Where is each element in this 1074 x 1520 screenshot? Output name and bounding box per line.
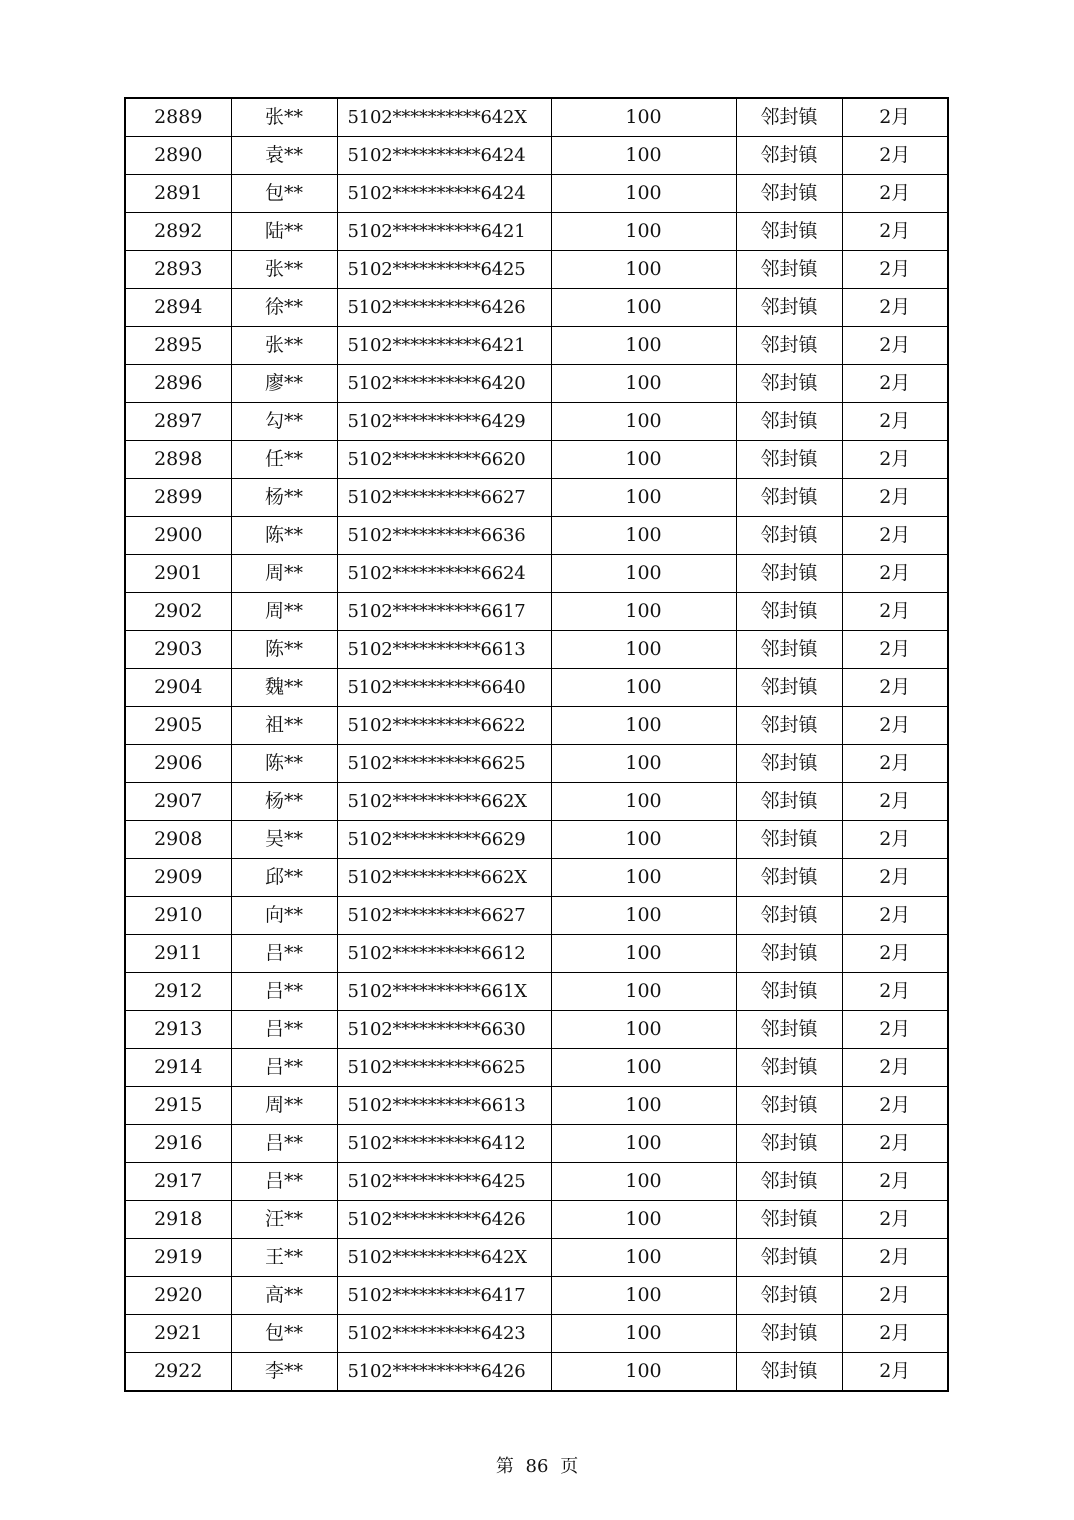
month-cell: 2月 (842, 669, 948, 707)
name-cell: 徐** (231, 289, 337, 327)
name-cell: 陈** (231, 631, 337, 669)
amount-cell: 100 (551, 859, 736, 897)
town-cell: 邻封镇 (736, 1315, 842, 1353)
month-cell: 2月 (842, 517, 948, 555)
town-cell: 邻封镇 (736, 365, 842, 403)
amount-cell: 100 (551, 555, 736, 593)
id-number-cell: 5102**********6426 (337, 1353, 551, 1392)
serial-number-cell: 2909 (125, 859, 231, 897)
name-cell: 周** (231, 555, 337, 593)
serial-number-cell: 2904 (125, 669, 231, 707)
name-cell: 包** (231, 175, 337, 213)
amount-cell: 100 (551, 593, 736, 631)
amount-cell: 100 (551, 327, 736, 365)
serial-number-cell: 2908 (125, 821, 231, 859)
month-cell: 2月 (842, 973, 948, 1011)
amount-cell: 100 (551, 403, 736, 441)
month-cell: 2月 (842, 897, 948, 935)
town-cell: 邻封镇 (736, 479, 842, 517)
month-cell: 2月 (842, 1353, 948, 1392)
month-cell: 2月 (842, 289, 948, 327)
page-footer (0, 1456, 1074, 1478)
serial-number-cell: 2914 (125, 1049, 231, 1087)
table-row (125, 98, 948, 137)
table-row (125, 1087, 948, 1125)
id-number-cell: 5102**********6420 (337, 365, 551, 403)
month-cell: 2月 (842, 403, 948, 441)
month-cell: 2月 (842, 555, 948, 593)
serial-number-cell: 2921 (125, 1315, 231, 1353)
town-cell: 邻封镇 (736, 1163, 842, 1201)
serial-number-cell: 2903 (125, 631, 231, 669)
id-number-cell: 5102**********6426 (337, 1201, 551, 1239)
serial-number-cell: 2889 (125, 98, 231, 137)
id-number-cell: 5102**********6425 (337, 251, 551, 289)
town-cell: 邻封镇 (736, 897, 842, 935)
table-row (125, 175, 948, 213)
table-row (125, 441, 948, 479)
id-number-cell: 5102**********6421 (337, 213, 551, 251)
month-cell: 2月 (842, 1201, 948, 1239)
serial-number-cell: 2890 (125, 137, 231, 175)
name-cell: 张** (231, 327, 337, 365)
amount-cell: 100 (551, 441, 736, 479)
name-cell: 吕** (231, 1163, 337, 1201)
id-number-cell: 5102**********6636 (337, 517, 551, 555)
amount-cell: 100 (551, 1087, 736, 1125)
town-cell: 邻封镇 (736, 1277, 842, 1315)
amount-cell: 100 (551, 631, 736, 669)
town-cell: 邻封镇 (736, 593, 842, 631)
name-cell: 廖** (231, 365, 337, 403)
table-row (125, 1125, 948, 1163)
id-number-cell: 5102**********662X (337, 783, 551, 821)
id-number-cell: 5102**********642X (337, 98, 551, 137)
name-cell: 吕** (231, 1125, 337, 1163)
table-row (125, 669, 948, 707)
month-cell: 2月 (842, 479, 948, 517)
amount-cell: 100 (551, 1201, 736, 1239)
month-cell: 2月 (842, 631, 948, 669)
id-number-cell: 5102**********642X (337, 1239, 551, 1277)
table-row (125, 1315, 948, 1353)
name-cell: 张** (231, 98, 337, 137)
table-row (125, 593, 948, 631)
serial-number-cell: 2899 (125, 479, 231, 517)
month-cell: 2月 (842, 1087, 948, 1125)
amount-cell: 100 (551, 1163, 736, 1201)
town-cell: 邻封镇 (736, 137, 842, 175)
name-cell: 邱** (231, 859, 337, 897)
serial-number-cell: 2895 (125, 327, 231, 365)
amount-cell: 100 (551, 1011, 736, 1049)
name-cell: 向** (231, 897, 337, 935)
town-cell: 邻封镇 (736, 555, 842, 593)
table-row (125, 1049, 948, 1087)
month-cell: 2月 (842, 1125, 948, 1163)
table-row (125, 707, 948, 745)
amount-cell: 100 (551, 935, 736, 973)
amount-cell: 100 (551, 213, 736, 251)
amount-cell: 100 (551, 1277, 736, 1315)
month-cell: 2月 (842, 441, 948, 479)
table-row (125, 213, 948, 251)
month-cell: 2月 (842, 251, 948, 289)
id-number-cell: 5102**********6622 (337, 707, 551, 745)
month-cell: 2月 (842, 745, 948, 783)
serial-number-cell: 2896 (125, 365, 231, 403)
serial-number-cell: 2910 (125, 897, 231, 935)
month-cell: 2月 (842, 783, 948, 821)
month-cell: 2月 (842, 593, 948, 631)
id-number-cell: 5102**********6613 (337, 631, 551, 669)
serial-number-cell: 2917 (125, 1163, 231, 1201)
amount-cell: 100 (551, 137, 736, 175)
table-row (125, 403, 948, 441)
amount-cell: 100 (551, 707, 736, 745)
table-row (125, 327, 948, 365)
serial-number-cell: 2902 (125, 593, 231, 631)
name-cell: 张** (231, 251, 337, 289)
town-cell: 邻封镇 (736, 327, 842, 365)
id-number-cell: 5102**********661X (337, 973, 551, 1011)
month-cell: 2月 (842, 98, 948, 137)
name-cell: 周** (231, 593, 337, 631)
town-cell: 邻封镇 (736, 98, 842, 137)
amount-cell: 100 (551, 1239, 736, 1277)
serial-number-cell: 2901 (125, 555, 231, 593)
month-cell: 2月 (842, 213, 948, 251)
table-row (125, 365, 948, 403)
amount-cell: 100 (551, 783, 736, 821)
amount-cell: 100 (551, 897, 736, 935)
town-cell: 邻封镇 (736, 669, 842, 707)
page-footer-suffix: 页 (560, 1456, 579, 1477)
month-cell: 2月 (842, 707, 948, 745)
name-cell: 汪** (231, 1201, 337, 1239)
serial-number-cell: 2919 (125, 1239, 231, 1277)
table-row (125, 137, 948, 175)
amount-cell: 100 (551, 479, 736, 517)
amount-cell: 100 (551, 175, 736, 213)
id-number-cell: 5102**********6421 (337, 327, 551, 365)
town-cell: 邻封镇 (736, 1049, 842, 1087)
serial-number-cell: 2915 (125, 1087, 231, 1125)
id-number-cell: 5102**********6425 (337, 1163, 551, 1201)
id-number-cell: 5102**********6613 (337, 1087, 551, 1125)
name-cell: 杨** (231, 479, 337, 517)
town-cell: 邻封镇 (736, 745, 842, 783)
id-number-cell: 5102**********6640 (337, 669, 551, 707)
serial-number-cell: 2920 (125, 1277, 231, 1315)
table-row (125, 973, 948, 1011)
amount-cell: 100 (551, 821, 736, 859)
town-cell: 邻封镇 (736, 403, 842, 441)
town-cell: 邻封镇 (736, 935, 842, 973)
month-cell: 2月 (842, 1315, 948, 1353)
table-row (125, 251, 948, 289)
table-row (125, 935, 948, 973)
month-cell: 2月 (842, 1011, 948, 1049)
name-cell: 杨** (231, 783, 337, 821)
amount-cell: 100 (551, 745, 736, 783)
id-number-cell: 5102**********6612 (337, 935, 551, 973)
id-number-cell: 5102**********6627 (337, 897, 551, 935)
id-number-cell: 5102**********6630 (337, 1011, 551, 1049)
amount-cell: 100 (551, 98, 736, 137)
name-cell: 王** (231, 1239, 337, 1277)
town-cell: 邻封镇 (736, 441, 842, 479)
id-number-cell: 5102**********6424 (337, 175, 551, 213)
record-table (124, 97, 949, 1392)
month-cell: 2月 (842, 137, 948, 175)
serial-number-cell: 2922 (125, 1353, 231, 1392)
id-number-cell: 5102**********6429 (337, 403, 551, 441)
serial-number-cell: 2897 (125, 403, 231, 441)
id-number-cell: 5102**********6426 (337, 289, 551, 327)
id-number-cell: 5102**********6624 (337, 555, 551, 593)
serial-number-cell: 2900 (125, 517, 231, 555)
serial-number-cell: 2906 (125, 745, 231, 783)
town-cell: 邻封镇 (736, 821, 842, 859)
month-cell: 2月 (842, 327, 948, 365)
name-cell: 吕** (231, 1011, 337, 1049)
table-row (125, 1201, 948, 1239)
serial-number-cell: 2916 (125, 1125, 231, 1163)
id-number-cell: 5102**********6423 (337, 1315, 551, 1353)
name-cell: 周** (231, 1087, 337, 1125)
serial-number-cell: 2894 (125, 289, 231, 327)
town-cell: 邻封镇 (736, 707, 842, 745)
table-row (125, 517, 948, 555)
name-cell: 吕** (231, 935, 337, 973)
table-row (125, 1163, 948, 1201)
town-cell: 邻封镇 (736, 1087, 842, 1125)
name-cell: 勾** (231, 403, 337, 441)
serial-number-cell: 2907 (125, 783, 231, 821)
serial-number-cell: 2905 (125, 707, 231, 745)
table-row (125, 479, 948, 517)
table-row (125, 1239, 948, 1277)
table-row (125, 783, 948, 821)
month-cell: 2月 (842, 1277, 948, 1315)
name-cell: 祖** (231, 707, 337, 745)
table-row (125, 555, 948, 593)
id-number-cell: 5102**********6617 (337, 593, 551, 631)
name-cell: 陈** (231, 517, 337, 555)
amount-cell: 100 (551, 289, 736, 327)
month-cell: 2月 (842, 175, 948, 213)
amount-cell: 100 (551, 251, 736, 289)
amount-cell: 100 (551, 1125, 736, 1163)
id-number-cell: 5102**********6627 (337, 479, 551, 517)
month-cell: 2月 (842, 859, 948, 897)
amount-cell: 100 (551, 1315, 736, 1353)
town-cell: 邻封镇 (736, 973, 842, 1011)
month-cell: 2月 (842, 935, 948, 973)
table-row (125, 897, 948, 935)
town-cell: 邻封镇 (736, 631, 842, 669)
serial-number-cell: 2898 (125, 441, 231, 479)
name-cell: 高** (231, 1277, 337, 1315)
town-cell: 邻封镇 (736, 783, 842, 821)
id-number-cell: 5102**********6625 (337, 1049, 551, 1087)
month-cell: 2月 (842, 1239, 948, 1277)
table-row (125, 1277, 948, 1315)
serial-number-cell: 2918 (125, 1201, 231, 1239)
name-cell: 陆** (231, 213, 337, 251)
name-cell: 吕** (231, 1049, 337, 1087)
table-row (125, 631, 948, 669)
table-row (125, 745, 948, 783)
id-number-cell: 5102**********6417 (337, 1277, 551, 1315)
serial-number-cell: 2893 (125, 251, 231, 289)
record-table-body (125, 98, 948, 1391)
id-number-cell: 5102**********6625 (337, 745, 551, 783)
month-cell: 2月 (842, 365, 948, 403)
town-cell: 邻封镇 (736, 1125, 842, 1163)
month-cell: 2月 (842, 1163, 948, 1201)
amount-cell: 100 (551, 365, 736, 403)
id-number-cell: 5102**********6412 (337, 1125, 551, 1163)
table-row (125, 821, 948, 859)
town-cell: 邻封镇 (736, 859, 842, 897)
page-number: 86 (525, 1456, 549, 1477)
serial-number-cell: 2912 (125, 973, 231, 1011)
name-cell: 吕** (231, 973, 337, 1011)
town-cell: 邻封镇 (736, 213, 842, 251)
amount-cell: 100 (551, 1353, 736, 1392)
table-row (125, 1011, 948, 1049)
town-cell: 邻封镇 (736, 289, 842, 327)
amount-cell: 100 (551, 1049, 736, 1087)
town-cell: 邻封镇 (736, 1239, 842, 1277)
amount-cell: 100 (551, 517, 736, 555)
name-cell: 吴** (231, 821, 337, 859)
id-number-cell: 5102**********6424 (337, 137, 551, 175)
town-cell: 邻封镇 (736, 251, 842, 289)
town-cell: 邻封镇 (736, 175, 842, 213)
town-cell: 邻封镇 (736, 1201, 842, 1239)
id-number-cell: 5102**********662X (337, 859, 551, 897)
page-footer-prefix: 第 (495, 1456, 514, 1477)
name-cell: 袁** (231, 137, 337, 175)
id-number-cell: 5102**********6620 (337, 441, 551, 479)
serial-number-cell: 2911 (125, 935, 231, 973)
id-number-cell: 5102**********6629 (337, 821, 551, 859)
name-cell: 任** (231, 441, 337, 479)
name-cell: 陈** (231, 745, 337, 783)
name-cell: 魏** (231, 669, 337, 707)
amount-cell: 100 (551, 973, 736, 1011)
serial-number-cell: 2892 (125, 213, 231, 251)
serial-number-cell: 2913 (125, 1011, 231, 1049)
name-cell: 包** (231, 1315, 337, 1353)
table-row (125, 289, 948, 327)
town-cell: 邻封镇 (736, 1011, 842, 1049)
table-row (125, 859, 948, 897)
amount-cell: 100 (551, 669, 736, 707)
month-cell: 2月 (842, 821, 948, 859)
month-cell: 2月 (842, 1049, 948, 1087)
serial-number-cell: 2891 (125, 175, 231, 213)
town-cell: 邻封镇 (736, 1353, 842, 1392)
name-cell: 李** (231, 1353, 337, 1392)
table-row (125, 1353, 948, 1392)
town-cell: 邻封镇 (736, 517, 842, 555)
